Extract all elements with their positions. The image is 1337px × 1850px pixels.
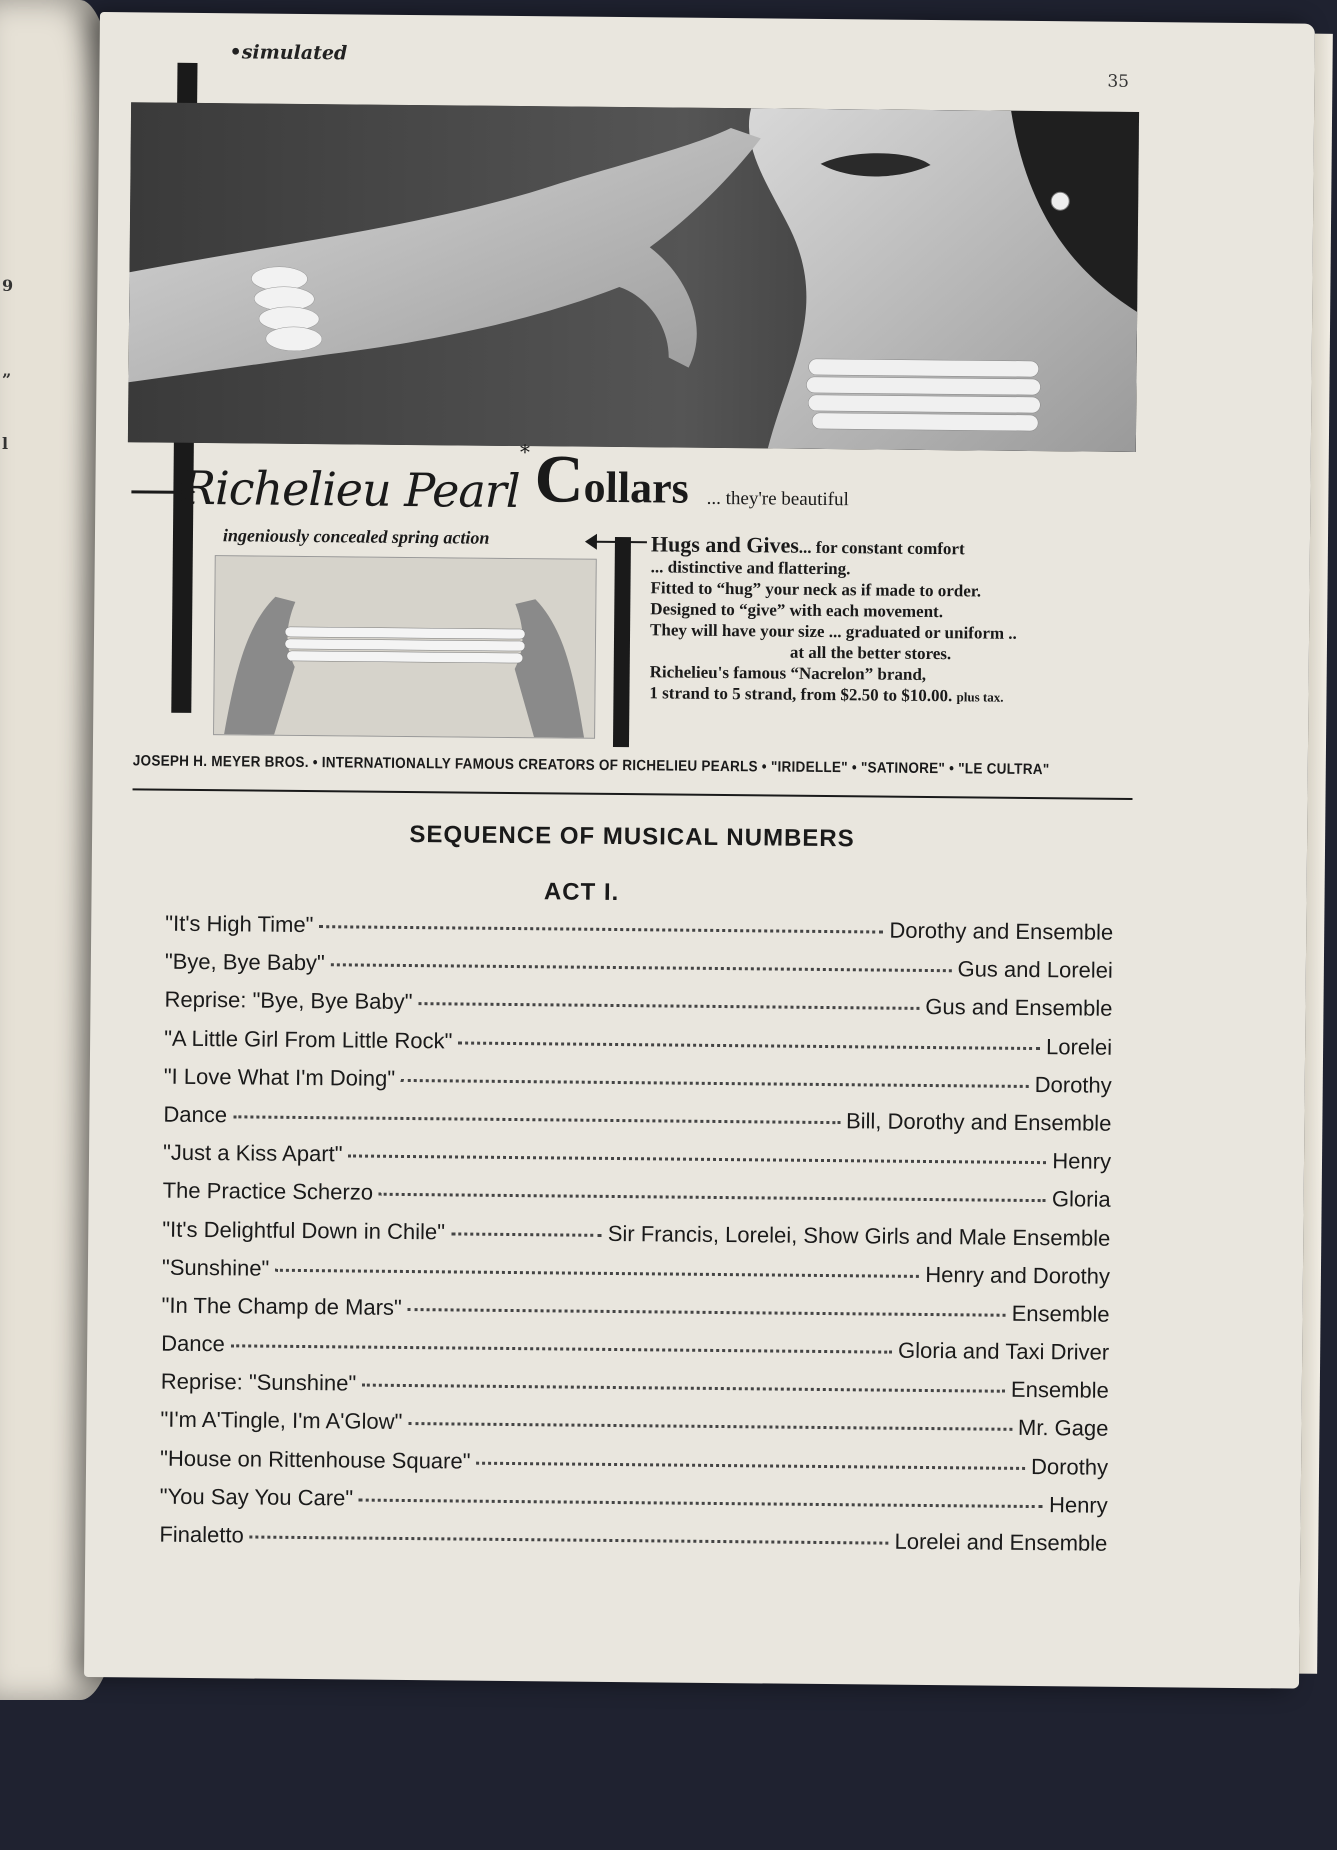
- number-performer: Henry and Dorothy: [925, 1261, 1111, 1289]
- number-performer: Bill, Dorothy and Ensemble: [845, 1108, 1112, 1136]
- page-edge: [1299, 34, 1333, 1674]
- spring-action-caption: ingeniously concealed spring action: [222, 525, 490, 548]
- dot-leader: [418, 1002, 919, 1010]
- dot-leader: [408, 1308, 1006, 1317]
- act-title: ACT I.: [543, 878, 620, 907]
- number-title: "Just a Kiss Apart": [162, 1139, 343, 1167]
- adjacent-page-mark: l: [2, 434, 9, 453]
- number-title: "I'm A'Tingle, I'm A'Glow": [160, 1407, 403, 1435]
- dot-leader: [401, 1079, 1029, 1088]
- ad-copy-bar: [613, 537, 631, 747]
- dot-leader: [233, 1115, 840, 1124]
- number-title: "In The Champ de Mars": [161, 1292, 402, 1320]
- number-performer: Dorothy: [1030, 1453, 1109, 1480]
- dot-leader: [231, 1344, 892, 1353]
- number-performer: Dorothy and Ensemble: [889, 917, 1114, 945]
- number-title: "It's High Time": [165, 910, 314, 938]
- number-title: "House on Rittenhouse Square": [160, 1445, 471, 1474]
- number-performer: Gloria and Taxi Driver: [897, 1337, 1110, 1365]
- dot-leader: [379, 1193, 1046, 1202]
- number-performer: Ensemble: [1011, 1300, 1110, 1327]
- dot-leader: [408, 1422, 1012, 1431]
- musical-numbers-list: [159, 911, 1113, 1569]
- dot-leader: [476, 1461, 1025, 1469]
- section-title: SEQUENCE OF MUSICAL NUMBERS: [409, 821, 855, 853]
- number-performer: Gus and Ensemble: [925, 994, 1113, 1022]
- ad-inset-photo-hands: [213, 555, 597, 739]
- ad-brand-line: [181, 440, 849, 521]
- number-title: The Practice Scherzo: [162, 1177, 374, 1205]
- dot-leader: [359, 1498, 1043, 1508]
- number-title: Reprise: "Sunshine": [160, 1368, 357, 1396]
- program-page: [84, 12, 1315, 1689]
- number-title: Dance: [161, 1330, 225, 1357]
- adjacent-page-mark: ”: [2, 370, 12, 389]
- number-title: Dance: [163, 1101, 228, 1128]
- dot-leader: [250, 1536, 889, 1545]
- ad-copy: [649, 533, 1131, 709]
- brand-collars: Collars: [534, 440, 690, 517]
- number-performer: Lorelei: [1045, 1033, 1113, 1060]
- dot-leader: [275, 1268, 919, 1277]
- dot-leader: [331, 963, 952, 972]
- page-number: 35: [1107, 71, 1130, 92]
- ad-copy-line: They will have your size ... graduated or uniform ..: [650, 620, 1017, 643]
- number-title: Finaletto: [159, 1521, 244, 1548]
- number-performer: Ensemble: [1010, 1377, 1109, 1403]
- ad-photo-pearls: [128, 102, 1139, 452]
- dot-leader: [458, 1041, 1040, 1050]
- number-performer: Dorothy: [1034, 1071, 1112, 1098]
- ad-copy-line: at all the better stores.: [789, 642, 952, 664]
- dot-leader: [348, 1155, 1046, 1165]
- number-title: "A Little Girl From Little Rock": [164, 1025, 453, 1053]
- number-title: "Bye, Bye Baby": [164, 948, 325, 976]
- ad-copy-line: Richelieu's famous “Nacrelon” brand,: [649, 662, 927, 684]
- number-performer: Lorelei and Ensemble: [894, 1528, 1108, 1556]
- number-title: "It's Delightful Down in Chile": [162, 1216, 446, 1244]
- ad-copy-line: Designed to “give” with each movement.: [650, 599, 944, 622]
- ad-maker-line: JOSEPH H. MEYER BROS. • INTERNATIONALLY FAMOUS CREATORS OF RICHELIEU PEARLS • "IRIDELLE" • "SATINORE" • "LE CULTRA": [132, 752, 1050, 779]
- section-divider: [133, 788, 1133, 800]
- brand-name-script: Richelieu Pearl*: [181, 440, 530, 519]
- ad-copy-line: ... distinctive and flattering.: [650, 557, 851, 579]
- number-performer: Henry: [1052, 1148, 1112, 1174]
- number-performer: Gus and Lorelei: [957, 956, 1113, 983]
- number-title: "I Love What I'm Doing": [163, 1063, 396, 1091]
- dot-leader: [362, 1384, 1005, 1393]
- number-title: Reprise: "Bye, Bye Baby": [164, 987, 413, 1015]
- simulated-note: •simulated: [229, 41, 348, 65]
- dot-leader: [319, 925, 883, 933]
- dot-leader: [451, 1232, 602, 1236]
- ad-headline: Hugs and Gives... for constant comfort: [650, 531, 965, 559]
- musical-number-row: [159, 1522, 1107, 1569]
- number-title: "You Say You Care": [159, 1483, 354, 1511]
- number-performer: Sir Francis, Lorelei, Show Girls and Male Ensemble: [607, 1220, 1111, 1251]
- number-performer: Mr. Gage: [1017, 1415, 1109, 1442]
- brand-tagline: ... they're beautiful: [706, 487, 849, 511]
- brand-star: *: [519, 440, 530, 465]
- number-performer: Gloria: [1051, 1186, 1111, 1213]
- number-performer: Henry: [1048, 1491, 1108, 1518]
- number-title: "Sunshine": [161, 1254, 270, 1281]
- ad-copy-line: Fitted to “hug” your neck as if made to order.: [650, 578, 982, 601]
- adjacent-page-mark: 9: [2, 276, 14, 295]
- ad-price-line: 1 strand to 5 strand, from $2.50 to $10.00. plus tax.: [649, 683, 1004, 706]
